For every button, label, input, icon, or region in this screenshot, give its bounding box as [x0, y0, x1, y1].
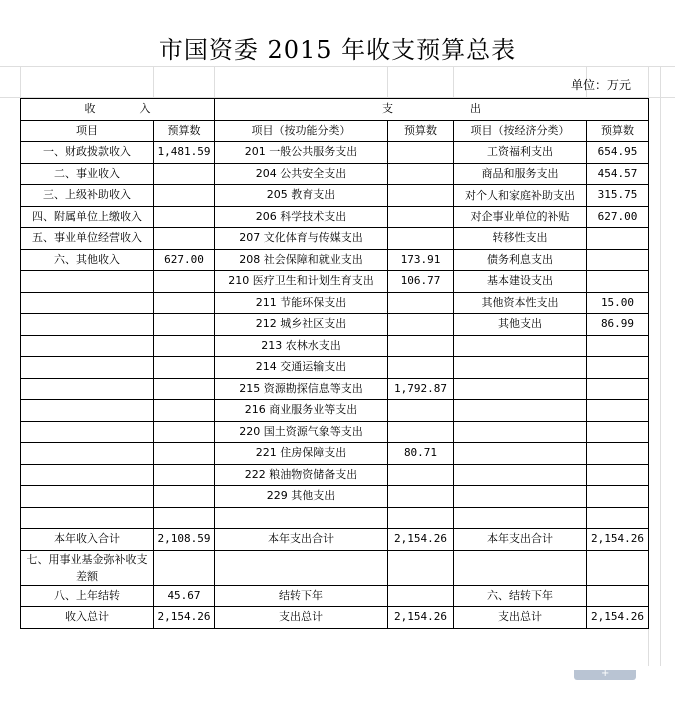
econ-item-header: 项目（按经济分类）	[454, 120, 587, 142]
func-value-cell[interactable]	[388, 550, 454, 585]
income-value-cell[interactable]: 1,481.59	[154, 142, 215, 164]
income-value-cell[interactable]	[154, 464, 215, 486]
econ-item-cell[interactable]: 六、结转下年	[454, 585, 587, 607]
income-item-cell[interactable]: 本年收入合计	[21, 529, 154, 551]
econ-value-cell[interactable]	[587, 550, 649, 585]
econ-item-cell[interactable]	[454, 486, 587, 508]
income-value-cell[interactable]	[154, 314, 215, 336]
func-value-cell[interactable]	[388, 486, 454, 508]
table-row	[21, 249, 649, 271]
func-item-cell[interactable]: 206 科学技术支出	[215, 206, 388, 228]
income-item-cell[interactable]	[21, 400, 154, 422]
func-item-cell[interactable]: 220 国土资源气象等支出	[215, 421, 388, 443]
plus-icon: +	[601, 668, 610, 679]
income-value-cell[interactable]	[154, 185, 215, 207]
table-row	[21, 335, 649, 357]
expense-group-header: 支 出	[215, 99, 649, 121]
econ-item-cell[interactable]	[454, 357, 587, 379]
income-value-cell[interactable]	[154, 443, 215, 465]
income-item-cell[interactable]	[21, 292, 154, 314]
income-item-cell[interactable]: 八、上年结转	[21, 585, 154, 607]
econ-value-cell[interactable]	[587, 335, 649, 357]
expand-tab[interactable]	[574, 670, 636, 680]
table-row	[21, 142, 649, 164]
table-row	[21, 357, 649, 379]
econ-value-cell[interactable]	[587, 357, 649, 379]
func-item-cell[interactable]: 支出总计	[215, 607, 388, 629]
table-row	[21, 400, 649, 422]
income-value-cell[interactable]	[154, 271, 215, 293]
func-value-cell[interactable]: 2,154.26	[388, 607, 454, 629]
func-item-header: 项目（按功能分类）	[215, 120, 388, 142]
econ-item-cell[interactable]: 商品和服务支出	[454, 163, 587, 185]
summary-row	[21, 550, 649, 585]
income-value-cell[interactable]	[154, 400, 215, 422]
income-item-cell[interactable]: 四、附属单位上缴收入	[21, 206, 154, 228]
table-row	[21, 464, 649, 486]
econ-item-cell[interactable]	[454, 378, 587, 400]
func-value-cell[interactable]	[388, 464, 454, 486]
func-item-cell[interactable]: 216 商业服务业等支出	[215, 400, 388, 422]
income-item-cell[interactable]: 收入总计	[21, 607, 154, 629]
table-row	[21, 185, 649, 207]
econ-value-cell[interactable]	[587, 271, 649, 293]
econ-item-cell[interactable]: 本年支出合计	[454, 529, 587, 551]
func-value-cell[interactable]	[388, 585, 454, 607]
func-item-cell[interactable]: 204 公共安全支出	[215, 163, 388, 185]
func-value-cell[interactable]	[388, 142, 454, 164]
table-row	[21, 206, 649, 228]
func-item-cell[interactable]: 214 交通运输支出	[215, 357, 388, 379]
econ-value-cell[interactable]: 2,154.26	[587, 607, 649, 629]
func-item-cell[interactable]: 221 住房保障支出	[215, 443, 388, 465]
func-value-cell[interactable]	[388, 206, 454, 228]
func-value-cell[interactable]	[388, 507, 454, 529]
income-item-cell[interactable]	[21, 507, 154, 529]
econ-value-cell[interactable]: 2,154.26	[587, 529, 649, 551]
summary-row	[21, 607, 649, 629]
table-row	[21, 292, 649, 314]
income-item-cell[interactable]: 一、财政拨款收入	[21, 142, 154, 164]
econ-item-cell[interactable]: 对个人和家庭补助支出	[454, 185, 587, 207]
econ-value-cell[interactable]	[587, 443, 649, 465]
func-value-cell[interactable]: 80.71	[388, 443, 454, 465]
func-item-cell[interactable]: 208 社会保障和就业支出	[215, 249, 388, 271]
func-item-cell[interactable]: 结转下年	[215, 585, 388, 607]
income-value-cell[interactable]	[154, 507, 215, 529]
func-item-cell[interactable]: 205 教育支出	[215, 185, 388, 207]
income-value-cell[interactable]	[154, 292, 215, 314]
income-value-cell[interactable]	[154, 163, 215, 185]
func-value-cell[interactable]	[388, 400, 454, 422]
table-row	[21, 163, 649, 185]
func-value-cell[interactable]	[388, 314, 454, 336]
table-row	[21, 228, 649, 250]
func-item-cell[interactable]: 201 一般公共服务支出	[215, 142, 388, 164]
table-row	[21, 421, 649, 443]
income-value-cell[interactable]	[154, 228, 215, 250]
econ-item-cell[interactable]: 基本建设支出	[454, 271, 587, 293]
func-budget-header: 预算数	[388, 120, 454, 142]
econ-value-cell[interactable]	[587, 400, 649, 422]
econ-value-cell[interactable]	[587, 486, 649, 508]
econ-value-cell[interactable]	[587, 378, 649, 400]
func-item-cell[interactable]: 222 粮油物资储备支出	[215, 464, 388, 486]
func-value-cell[interactable]	[388, 163, 454, 185]
summary-row	[21, 585, 649, 607]
group-header-row	[21, 99, 649, 121]
income-value-cell[interactable]	[154, 357, 215, 379]
econ-item-cell[interactable]	[454, 464, 587, 486]
econ-item-cell[interactable]: 其他资本性支出	[454, 292, 587, 314]
func-item-cell[interactable]: 210 医疗卫生和计划生育支出	[215, 271, 388, 293]
func-item-cell[interactable]: 207 文化体育与传媒支出	[215, 228, 388, 250]
econ-item-cell[interactable]: 转移性支出	[454, 228, 587, 250]
econ-value-cell[interactable]: 15.00	[587, 292, 649, 314]
table-row	[21, 486, 649, 508]
econ-item-cell[interactable]	[454, 335, 587, 357]
func-value-cell[interactable]	[388, 357, 454, 379]
income-item-cell[interactable]	[21, 271, 154, 293]
func-value-cell[interactable]: 173.91	[388, 249, 454, 271]
econ-value-cell[interactable]: 654.95	[587, 142, 649, 164]
func-value-cell[interactable]	[388, 228, 454, 250]
econ-item-cell[interactable]: 其他支出	[454, 314, 587, 336]
econ-item-cell[interactable]	[454, 507, 587, 529]
econ-value-cell[interactable]	[587, 421, 649, 443]
income-value-cell[interactable]	[154, 335, 215, 357]
func-item-cell[interactable]: 本年支出合计	[215, 529, 388, 551]
income-item-cell[interactable]	[21, 335, 154, 357]
func-value-cell[interactable]	[388, 335, 454, 357]
table-row	[21, 443, 649, 465]
econ-value-cell[interactable]: 86.99	[587, 314, 649, 336]
summary-row	[21, 529, 649, 551]
income-item-cell[interactable]: 三、上级补助收入	[21, 185, 154, 207]
table-row	[21, 314, 649, 336]
econ-value-cell[interactable]	[587, 464, 649, 486]
unit-label: 单位：万元	[570, 78, 631, 92]
func-item-cell[interactable]: 213 农林水支出	[215, 335, 388, 357]
income-group-header: 收 入	[21, 99, 215, 121]
func-value-cell[interactable]	[388, 421, 454, 443]
func-value-cell[interactable]: 2,154.26	[388, 529, 454, 551]
page-title: 市国资委 2015 年收支预算总表	[158, 36, 517, 64]
income-item-cell[interactable]	[21, 464, 154, 486]
column-header-row	[21, 120, 649, 142]
table-row	[21, 378, 649, 400]
income-item-cell[interactable]	[21, 443, 154, 465]
income-item-cell[interactable]: 七、用事业基金弥补收支差额	[21, 550, 154, 585]
income-item-cell[interactable]	[21, 421, 154, 443]
income-value-cell[interactable]	[154, 206, 215, 228]
table-row	[21, 271, 649, 293]
income-item-cell[interactable]	[21, 314, 154, 336]
econ-item-cell[interactable]	[454, 550, 587, 585]
econ-item-cell[interactable]: 债务利息支出	[454, 249, 587, 271]
econ-budget-header: 预算数	[587, 120, 649, 142]
econ-item-cell[interactable]: 对企事业单位的补贴	[454, 206, 587, 228]
econ-item-cell[interactable]	[454, 421, 587, 443]
table-row	[21, 507, 649, 529]
econ-value-cell[interactable]: 315.75	[587, 185, 649, 207]
func-item-cell[interactable]: 215 资源勘探信息等支出	[215, 378, 388, 400]
func-value-cell[interactable]: 1,792.87	[388, 378, 454, 400]
income-value-cell[interactable]	[154, 421, 215, 443]
econ-value-cell[interactable]	[587, 228, 649, 250]
income-item-cell[interactable]: 二、事业收入	[21, 163, 154, 185]
income-item-header: 项目	[21, 120, 154, 142]
income-item-cell[interactable]	[21, 357, 154, 379]
func-item-cell[interactable]: 229 其他支出	[215, 486, 388, 508]
func-value-cell[interactable]	[388, 185, 454, 207]
income-value-cell[interactable]	[154, 486, 215, 508]
func-item-cell[interactable]	[215, 550, 388, 585]
income-value-cell[interactable]: 2,154.26	[154, 607, 215, 629]
income-value-cell[interactable]: 627.00	[154, 249, 215, 271]
budget-table	[20, 98, 649, 629]
income-item-cell[interactable]	[21, 378, 154, 400]
income-value-cell[interactable]: 2,108.59	[154, 529, 215, 551]
econ-value-cell[interactable]: 454.57	[587, 163, 649, 185]
econ-item-cell[interactable]: 工资福利支出	[454, 142, 587, 164]
econ-value-cell[interactable]	[587, 249, 649, 271]
income-value-cell[interactable]: 45.67	[154, 585, 215, 607]
econ-value-cell[interactable]	[587, 585, 649, 607]
func-item-cell[interactable]: 212 城乡社区支出	[215, 314, 388, 336]
econ-item-cell[interactable]	[454, 400, 587, 422]
func-item-cell[interactable]	[215, 507, 388, 529]
func-item-cell[interactable]: 211 节能环保支出	[215, 292, 388, 314]
income-item-cell[interactable]	[21, 486, 154, 508]
income-item-cell[interactable]: 五、事业单位经营收入	[21, 228, 154, 250]
econ-item-cell[interactable]	[454, 443, 587, 465]
econ-item-cell[interactable]: 支出总计	[454, 607, 587, 629]
income-item-cell[interactable]: 六、其他收入	[21, 249, 154, 271]
income-value-cell[interactable]	[154, 378, 215, 400]
func-value-cell[interactable]: 106.77	[388, 271, 454, 293]
func-value-cell[interactable]	[388, 292, 454, 314]
econ-value-cell[interactable]: 627.00	[587, 206, 649, 228]
econ-value-cell[interactable]	[587, 507, 649, 529]
income-value-cell[interactable]	[154, 550, 215, 585]
income-budget-header: 预算数	[154, 120, 215, 142]
